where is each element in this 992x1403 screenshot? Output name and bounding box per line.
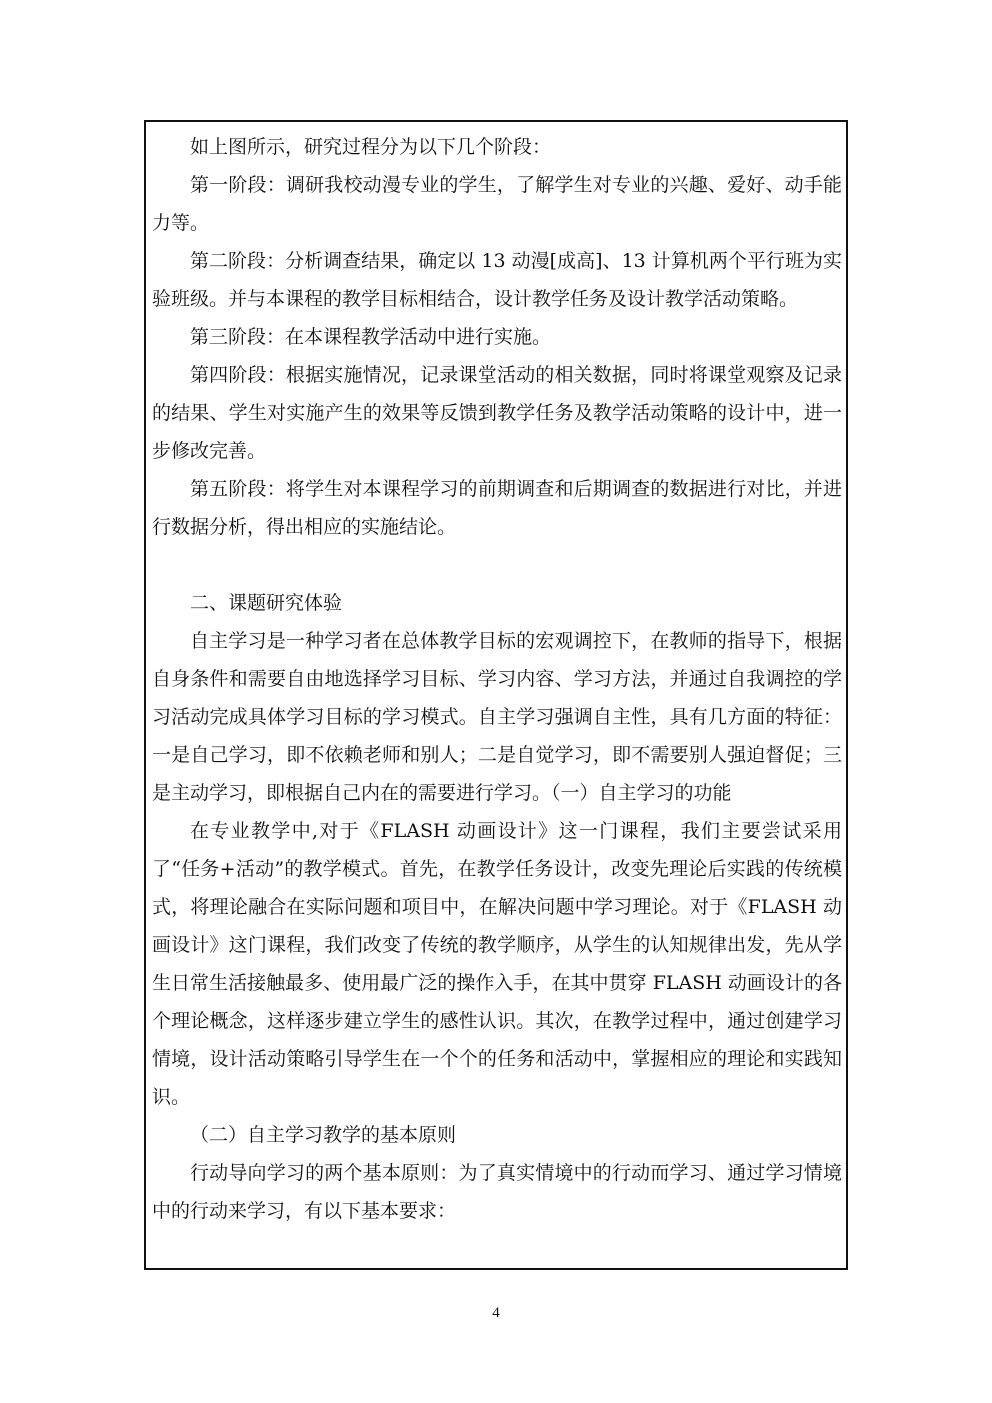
paragraph-intro: 如上图所示，研究过程分为以下几个阶段： — [190, 136, 552, 158]
section-heading: 二、课题研究体验 — [190, 592, 343, 614]
paragraph-stage-one: 第一阶段：调研我校动漫专业的学生，了解学生对专业的兴趣、爱好、动手能力等。 — [152, 174, 842, 234]
paragraph-stage-four: 第四阶段：根据实施情况，记录课堂活动的相关数据，同时将课堂观察及记录的结果、学生对实施产生的效果等反馈到教学任务及教学活动策略的设计中，进一步修改完善。 — [152, 364, 842, 462]
paragraph-stage-five: 第五阶段：将学生对本课程学习的前期调查和后期调查的数据进行对比，并进行数据分析，得出相应的实施结论。 — [152, 478, 842, 538]
paragraph-principles: 行动导向学习的两个基本原则：为了真实情境中的行动而学习、通过学习情境中的行动来学习，有以下基本要求： — [152, 1162, 842, 1222]
subsection-heading: （二）自主学习教学的基本原则 — [190, 1124, 457, 1146]
paragraph-self-learning: 自主学习是一种学习者在总体教学目标的宏观调控下，在教师的指导下，根据自身条件和需要自由地选择学习目标、学习内容、学习方法，并通过自我调控的学习活动完成具体学习目标的学习模式。自主学习强调自主性，具有几方面的特征：一是自己学习，即不依赖老师和别人；二是自觉学习，即不需要别人强迫督促；三是主动学习，即根据自己内在的需要进行学习。（一）自主学习的功能 — [152, 630, 842, 804]
paragraph-stage-two: 第二阶段：分析调查结果，确定以 13 动漫[成高]、13 计算机两个平行班为实验班级。并与本课程的教学目标相结合，设计教学任务及设计教学活动策略。 — [152, 250, 842, 310]
document-body — [152, 128, 842, 1230]
page-number: 4 — [492, 1305, 500, 1321]
paragraph-stage-three: 第三阶段：在本课程教学活动中进行实施。 — [190, 326, 552, 348]
paragraph-flash-course: 在专业教学中,对于《FLASH 动画设计》这一门课程，我们主要尝试采用了“任务+活动”的教学模式。首先，在教学任务设计，改变先理论后实践的传统模式，将理论融合在实际问题和项目中，在解决问题中学习理论。对于《FLASH 动画设计》这门课程，我们改变了传统的教学顺序，从学生的认知规律出发，先从学生日常生活接触最多、使用最广泛的操作入手，在其中贯穿 FLASH 动画设计的各个理论概念，这样逐步建立学生的感性认识。其次，在教学过程中，通过创建学习情境，设计活动策略引导学生在一个个的任务和活动中，掌握相应的理论和实践知识。 — [152, 820, 842, 1108]
